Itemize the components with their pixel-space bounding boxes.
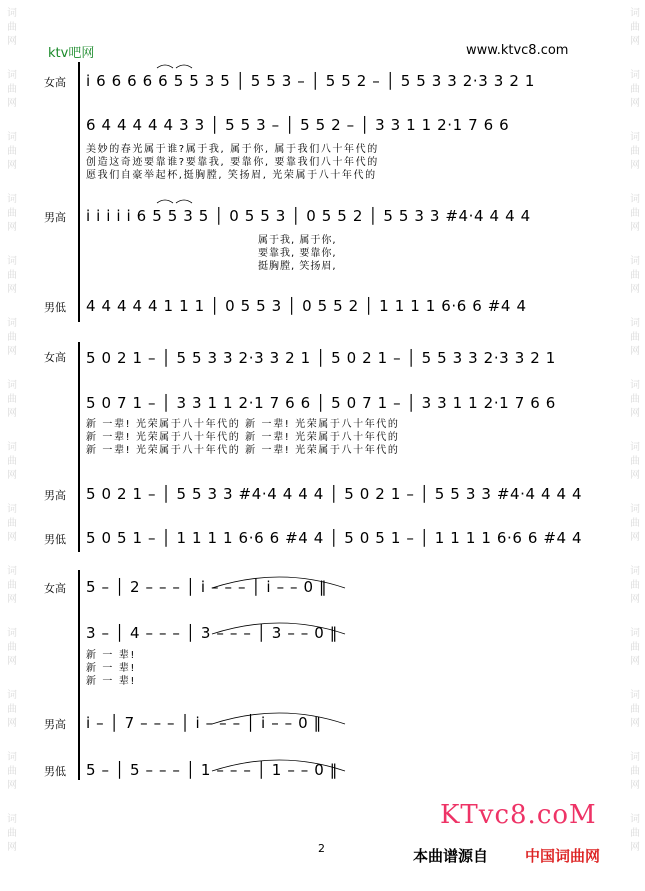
watermark-glyph: 词 bbox=[630, 194, 640, 205]
watermark-glyph: 词 bbox=[7, 442, 17, 453]
watermark-glyph: 曲 bbox=[7, 828, 17, 839]
watermark-glyph: 网 bbox=[7, 284, 17, 295]
s1-lyric-verse2: 创造这奇迹要靠谁?要靠我, 要靠你, 要靠我们八十年代的 bbox=[86, 157, 379, 168]
watermark-glyph: 词 bbox=[630, 8, 640, 19]
watermark-glyph: 曲 bbox=[630, 580, 640, 591]
s2-soprano-line: 5 0 2 1 – │ 5 5 3 3 2·3 3 2 1 │ 5 0 2 1 – │ 5 5 3 3 2·3 3 2 1 bbox=[86, 349, 556, 367]
s1-tenor-lyric3: 挺胸膛, 笑扬眉, bbox=[258, 261, 337, 272]
s1-alto-line: 6 4 4 4 4 4 3 3 │ 5 5 3 – │ 5 5 2 – │ 3 3 1 1 2·1 7 6 6 bbox=[86, 116, 510, 134]
watermark-glyph: 词 bbox=[7, 690, 17, 701]
watermark-glyph: 曲 bbox=[630, 456, 640, 467]
watermark-glyph: 网 bbox=[7, 594, 17, 605]
watermark-glyph: 词 bbox=[630, 504, 640, 515]
tie bbox=[212, 623, 345, 634]
watermark-glyph: 网 bbox=[630, 656, 640, 667]
part-label-bass-3: 男低 bbox=[44, 765, 66, 778]
watermark-glyph: 网 bbox=[7, 408, 17, 419]
watermark-glyph: 网 bbox=[630, 842, 640, 853]
s2-tenor-line: 5 0 2 1 – │ 5 5 3 3 #4·4 4 4 4 │ 5 0 2 1 – │ 5 5 3 3 #4·4 4 4 4 bbox=[86, 485, 583, 503]
s2-lyric-verse1: 新 一辈! 光荣属于八十年代的 新 一辈! 光荣属于八十年代的 bbox=[86, 419, 400, 430]
watermark-glyph: 网 bbox=[630, 532, 640, 543]
part-label-soprano-2: 女高 bbox=[44, 351, 66, 364]
watermark-glyph: 曲 bbox=[630, 270, 640, 281]
source-label: 本曲谱源自 bbox=[413, 847, 489, 865]
slur bbox=[176, 200, 192, 203]
watermark-glyph: 网 bbox=[7, 36, 17, 47]
site-logo-text: ktv吧网 bbox=[48, 46, 95, 61]
watermark-glyph: 网 bbox=[630, 98, 640, 109]
watermark-glyph: 曲 bbox=[7, 394, 17, 405]
watermark-glyph: 网 bbox=[7, 160, 17, 171]
watermark-glyph: 网 bbox=[630, 594, 640, 605]
watermark-glyph: 词 bbox=[7, 132, 17, 143]
s3-lyric-verse1: 新 一 辈! bbox=[86, 650, 136, 661]
watermark-glyph: 网 bbox=[7, 346, 17, 357]
watermark-glyph: 网 bbox=[7, 98, 17, 109]
watermark-glyph: 曲 bbox=[7, 766, 17, 777]
s1-soprano-line: i 6 6 6 6 6 5 5 3 5 │ 5 5 3 – │ 5 5 2 – │ 5 5 3 3 2·3 3 2 1 bbox=[86, 72, 535, 90]
watermark-glyph: 网 bbox=[630, 284, 640, 295]
watermark-glyph: 词 bbox=[7, 628, 17, 639]
watermark-glyph: 词 bbox=[630, 318, 640, 329]
watermark-glyph: 词 bbox=[630, 752, 640, 763]
s1-tenor-line: i i i i i 6 5 5 3 5 │ 0 5 5 3 │ 0 5 5 2 │ 5 5 3 3 #4·4 4 4 4 bbox=[86, 207, 531, 225]
s3-bass-line: 5 – │ 5 – – – │ 1 – – – │ 1 – – 0 ‖ bbox=[86, 761, 338, 779]
watermark-glyph: 曲 bbox=[630, 766, 640, 777]
watermark-glyph: 曲 bbox=[630, 332, 640, 343]
watermark-glyph: 词 bbox=[630, 566, 640, 577]
watermark-glyph: 网 bbox=[7, 842, 17, 853]
watermark-glyph: 词 bbox=[7, 8, 17, 19]
watermark-glyph: 词 bbox=[7, 504, 17, 515]
watermark-glyph: 网 bbox=[7, 532, 17, 543]
watermark-glyph: 词 bbox=[630, 628, 640, 639]
s1-lyric-verse1: 美妙的春光属于谁?属于我, 属于你, 属于我们八十年代的 bbox=[86, 144, 379, 155]
s2-lyric-verse2: 新 一辈! 光荣属于八十年代的 新 一辈! 光荣属于八十年代的 bbox=[86, 432, 400, 443]
watermark-glyph: 网 bbox=[630, 470, 640, 481]
watermark-glyph: 曲 bbox=[7, 518, 17, 529]
watermark-glyph: 词 bbox=[630, 690, 640, 701]
watermark-glyph: 网 bbox=[630, 36, 640, 47]
watermark-glyph: 词 bbox=[7, 566, 17, 577]
part-label-bass: 男低 bbox=[44, 301, 66, 314]
watermark-glyph: 曲 bbox=[7, 22, 17, 33]
watermark-glyph: 网 bbox=[7, 780, 17, 791]
watermark-glyph: 网 bbox=[630, 780, 640, 791]
watermark-glyph: 网 bbox=[7, 470, 17, 481]
watermark-glyph: 曲 bbox=[7, 332, 17, 343]
watermark-glyph: 网 bbox=[630, 408, 640, 419]
s3-lyric-verse2: 新 一 辈! bbox=[86, 663, 136, 674]
s3-alto-line: 3 – │ 4 – – – │ 3 – – – │ 3 – – 0 ‖ bbox=[86, 624, 338, 642]
watermark-glyph: 词 bbox=[7, 752, 17, 763]
watermark-glyph: 词 bbox=[7, 380, 17, 391]
watermark-glyph: 词 bbox=[630, 132, 640, 143]
s2-alto-line: 5 0 7 1 – │ 3 3 1 1 2·1 7 6 6 │ 5 0 7 1 – │ 3 3 1 1 2·1 7 6 6 bbox=[86, 394, 556, 412]
tie bbox=[212, 577, 345, 588]
watermark-glyph: 曲 bbox=[630, 208, 640, 219]
watermark-glyph: 词 bbox=[630, 814, 640, 825]
watermark-glyph: 曲 bbox=[630, 22, 640, 33]
watermark-glyph: 曲 bbox=[7, 208, 17, 219]
s3-soprano-line: 5 – │ 2 – – – │ i – – – │ i – – 0 ‖ bbox=[86, 578, 328, 596]
watermark-glyph: 词 bbox=[7, 318, 17, 329]
watermark-glyph: 词 bbox=[7, 256, 17, 267]
s3-lyric-verse3: 新 一 辈! bbox=[86, 676, 136, 687]
watermark-glyph: 词 bbox=[630, 380, 640, 391]
s2-bass-line: 5 0 5 1 – │ 1 1 1 1 6·6 6 #4 4 │ 5 0 5 1 – │ 1 1 1 1 6·6 6 #4 4 bbox=[86, 529, 583, 547]
watermark-glyph: 词 bbox=[630, 70, 640, 81]
watermark-glyph: 曲 bbox=[630, 518, 640, 529]
watermark-glyph: 曲 bbox=[630, 704, 640, 715]
watermark-glyph: 网 bbox=[630, 222, 640, 233]
site-url: www.ktvc8.com bbox=[466, 43, 569, 58]
tie bbox=[212, 760, 345, 771]
watermark-glyph: 曲 bbox=[630, 146, 640, 157]
watermark-glyph: 曲 bbox=[7, 642, 17, 653]
watermark-glyph: 词 bbox=[7, 70, 17, 81]
s3-tenor-line: i – │ 7 – – – │ i – – – │ i – – 0 ‖ bbox=[86, 714, 322, 732]
watermark-glyph: 网 bbox=[7, 656, 17, 667]
ktvc8-logo: KTvc8.coM bbox=[440, 800, 597, 830]
part-label-soprano: 女高 bbox=[44, 76, 66, 89]
watermark-glyph: 曲 bbox=[630, 828, 640, 839]
part-label-bass-2: 男低 bbox=[44, 533, 66, 546]
source-site-link[interactable]: 中国词曲网 bbox=[525, 847, 601, 865]
watermark-glyph: 曲 bbox=[630, 394, 640, 405]
slur bbox=[176, 65, 192, 68]
watermark-glyph: 曲 bbox=[7, 84, 17, 95]
watermark-glyph: 网 bbox=[7, 222, 17, 233]
slur bbox=[157, 200, 173, 203]
watermark-glyph: 词 bbox=[630, 442, 640, 453]
watermark-glyph: 曲 bbox=[7, 146, 17, 157]
watermark-glyph: 曲 bbox=[7, 580, 17, 591]
s1-bass-line: 4 4 4 4 4 1 1 1 │ 0 5 5 3 │ 0 5 5 2 │ 1 1 1 1 6·6 6 #4 4 bbox=[86, 297, 527, 315]
watermark-glyph: 网 bbox=[630, 346, 640, 357]
s1-tenor-lyric1: 属于我, 属于你, bbox=[258, 235, 337, 246]
watermark-glyph: 网 bbox=[630, 160, 640, 171]
watermark-glyph: 词 bbox=[630, 256, 640, 267]
s1-tenor-lyric2: 要靠我, 要靠你, bbox=[258, 248, 337, 259]
s2-lyric-verse3: 新 一辈! 光荣属于八十年代的 新 一辈! 光荣属于八十年代的 bbox=[86, 445, 400, 456]
watermark-glyph: 曲 bbox=[7, 456, 17, 467]
watermark-glyph: 词 bbox=[7, 194, 17, 205]
watermark-glyph: 曲 bbox=[7, 270, 17, 281]
part-label-tenor-3: 男高 bbox=[44, 718, 66, 731]
watermark-glyph: 词 bbox=[7, 814, 17, 825]
part-label-soprano-3: 女高 bbox=[44, 582, 66, 595]
watermark-glyph: 曲 bbox=[630, 642, 640, 653]
part-label-tenor: 男高 bbox=[44, 211, 66, 224]
s1-lyric-verse3: 愿我们自豪举起杯,挺胸膛, 笑扬眉, 光荣属于八十年代的 bbox=[86, 170, 377, 181]
tie bbox=[212, 713, 345, 724]
part-label-tenor-2: 男高 bbox=[44, 489, 66, 502]
watermark-glyph: 曲 bbox=[630, 84, 640, 95]
watermark-glyph: 网 bbox=[630, 718, 640, 729]
page-number: 2 bbox=[318, 842, 325, 855]
watermark-glyph: 曲 bbox=[7, 704, 17, 715]
slur bbox=[157, 65, 173, 68]
watermark-glyph: 网 bbox=[7, 718, 17, 729]
